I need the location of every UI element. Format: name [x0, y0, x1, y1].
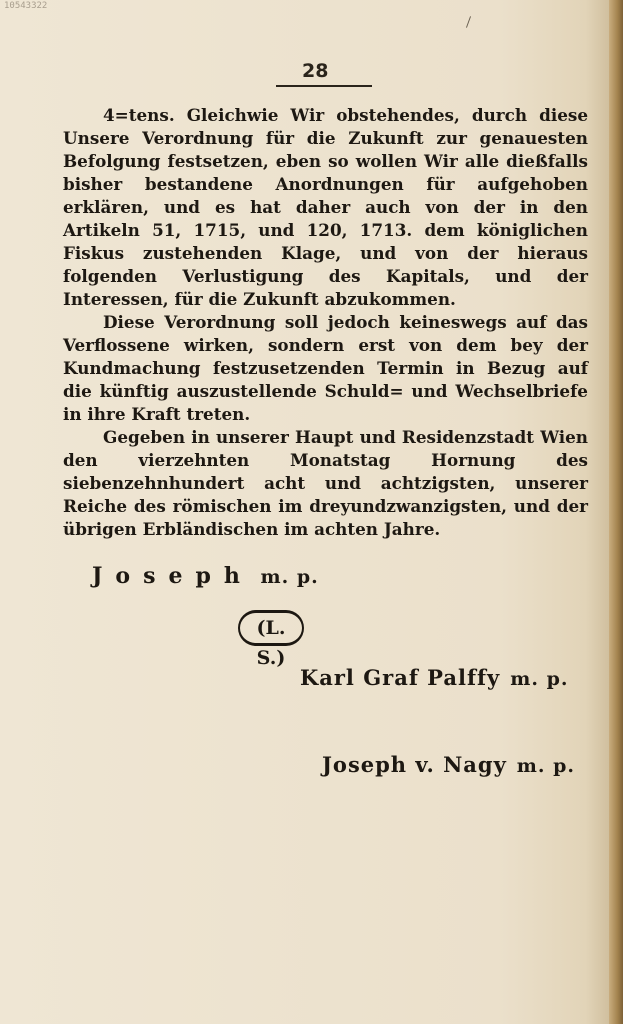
- signature-emperor-suffix: m. p.: [260, 566, 319, 588]
- seal-mark: (L. S.): [238, 610, 304, 646]
- header-rule: [276, 85, 372, 87]
- paragraph-fourth-clause: 4=tens. Gleichwie Wir obstehendes, durch diese Unsere Verordnung für die Zukunft zur genauesten Befolgung festsetzen, eben so wollen Wir alle dießfalls bisher bestandene Anordnungen für aufgehoben erklären, und es hat daher auch von der in den Artikeln 51, 1715, und 120, 1713. dem königlichen Fiskus zustehenden Klage, und von der hieraus folgenden Verlustigung des Kapitals, und der Interessen, für die Zukunft abzukommen.: [63, 105, 588, 309]
- body-text: [63, 104, 588, 541]
- signature-emperor-name: Joseph: [92, 563, 253, 589]
- signature-palffy-name: Karl Graf Palffy: [300, 665, 501, 690]
- page-edge: [609, 0, 623, 1024]
- signature-nagy-name: Joseph v. Nagy: [322, 752, 507, 777]
- signature-emperor: [92, 563, 319, 589]
- signature-nagy-suffix: m. p.: [516, 755, 576, 777]
- scan-id: 10543322: [4, 1, 48, 11]
- signature-nagy: [322, 752, 575, 777]
- paragraph-given: Gegeben in unserer Haupt und Residenzstadt Wien den vierzehnten Monatstag Hornung des siebenzehnhundert acht und achtzigsten, unserer Reiche des römischen im dreyundzwanzigsten, und der übrigen Erbländischen im achten Jahre.: [63, 427, 588, 539]
- paragraph-effect: Diese Verordnung soll jedoch keineswegs auf das Verflossene wirken, sondern erst von dem bey der Kundmachung festzusetzenden Termin in Bezug auf die künftig auszustellende Schuld= und Wechselbriefe in ihre Kraft treten.: [63, 312, 588, 424]
- signature-palffy-suffix: m. p.: [510, 668, 569, 690]
- signature-palffy: [300, 665, 568, 690]
- page-number: 28: [302, 60, 329, 82]
